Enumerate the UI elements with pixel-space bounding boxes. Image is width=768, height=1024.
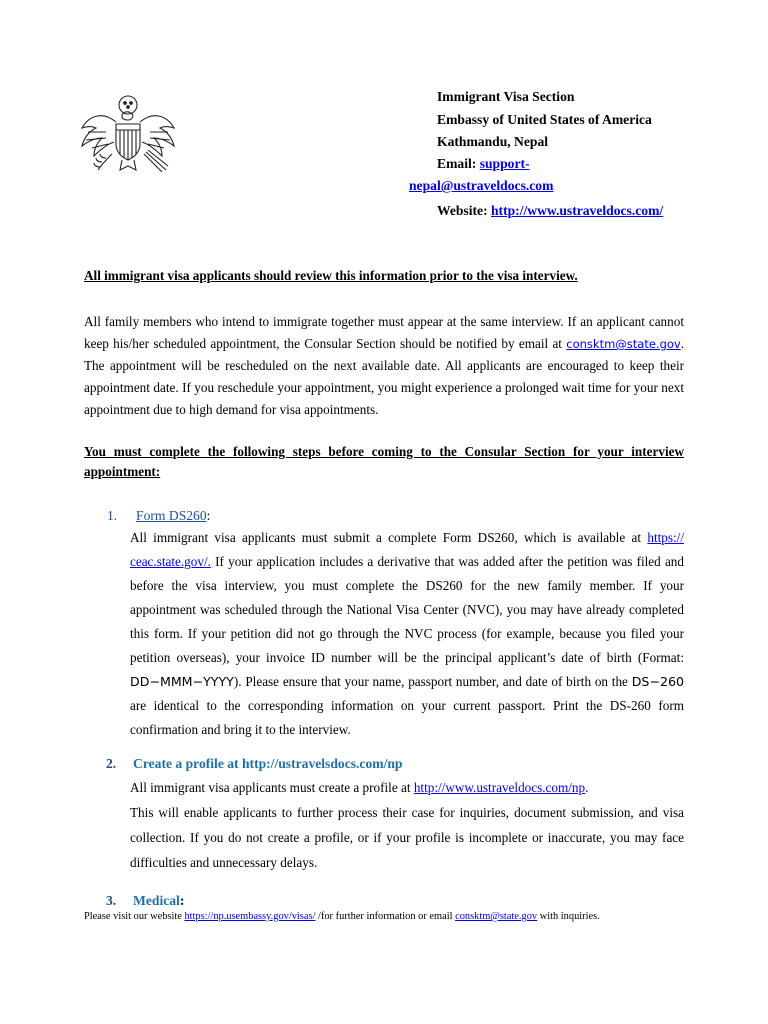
step-1-text-middle: If your application includes a derivative that was added after the petition was filed and before the visa interview, you must complete the DS260 for the new family member. If your appointment was scheduled through the National Visa Center (NVC), you may have already completed this form. If your petition did not go through the NVC process (for example, because you filed your petition overseas), your invoice ID number will be the principal applicant’s date of birth (Format: (130, 554, 684, 665)
header-website-line (437, 203, 663, 219)
step-1-text-middle2: ). Please ensure that your name, passport number, and date of birth on the (233, 674, 628, 689)
footer-email-link[interactable]: consktm@state.gov (455, 911, 538, 922)
step-2-text-before: All immigrant visa applicants must create a profile at (130, 780, 411, 795)
page-footer: Please visit our website https://np.usembassy.gov/visas/ /for further information or email consktm@state.gov with inquiries. (84, 911, 600, 922)
ds260-form-name: DS−260 (631, 674, 684, 689)
step-3-title[interactable]: Medical (133, 893, 180, 908)
header-email-line2 (409, 178, 553, 194)
intro-text-before: All family members who intend to immigrate together must appear at the same interview. If an applicant cannot keep his/her scheduled appointment, the Consular Section should be notified by email at (84, 314, 684, 351)
step-2-title[interactable]: Create a profile at http://ustravelsdocs.com/np (133, 756, 403, 771)
step-1-text-before: All immigrant visa applicants must submit a complete Form DS260, which is available at (130, 530, 642, 545)
step-1-number: 1. (107, 508, 118, 523)
footer-text-after: with inquiries. (539, 911, 600, 922)
step-2-text-after: This will enable applicants to further process their case for inquiries, document submission, and visa collection. If you do not create a profile, or if your profile is incomplete or inaccurate, you may face difficulties and unnecessary delays. (130, 805, 684, 870)
step-2-heading (106, 756, 402, 772)
footer-text-before: Please visit our website (84, 911, 182, 922)
email-label: Email: (437, 156, 477, 171)
website-label: Website: (437, 203, 488, 218)
website-link[interactable]: http://www.ustraveldocs.com/ (491, 203, 664, 218)
steps-heading: You must complete the following steps before coming to the Consular Section for your interview appointment: (84, 444, 684, 479)
footer-text-middle: for further information or email (320, 911, 453, 922)
step-2-number: 2. (106, 756, 117, 771)
ustraveldocs-np-link[interactable]: http://www.ustraveldocs.com/np (413, 780, 586, 795)
step-2-body: All immigrant visa applicants must create a profile at http://www.ustraveldocs.com/np. This will enable applicants to further process their case for inquiries, document submission, and visa collection. If you do not create a profile, or if your profile is incomplete or inaccurate, you may face difficulties and unnecessary delays. (130, 780, 684, 870)
step-3-number: 3. (106, 893, 117, 908)
email-link-part1[interactable]: support- (479, 156, 530, 171)
date-format: DD−MMM−YYYY (130, 674, 234, 689)
step-1-text-after: are identical to the corresponding information on your current passport. Print the DS-260 form confirmation and bring it to the interview. (130, 698, 684, 737)
step-3-colon: : (179, 893, 185, 908)
intro-text-after: . The appointment will be rescheduled on the next available date. All applicants are encouraged to keep their appointment date. If you reschedule your appointment, you might experience a prolonged wait time for your next appointment due to high demand for visa appointments. (84, 336, 685, 417)
header-location: Kathmandu, Nepal (437, 134, 549, 149)
notice-heading: All immigrant visa applicants should review this information prior to the visa interview. (84, 268, 578, 283)
header-section: Immigrant Visa Section (437, 89, 575, 104)
intro-paragraph (84, 311, 684, 421)
footer-website-link[interactable]: https://np.usembassy.gov/visas/ (184, 911, 316, 922)
step-3-heading (106, 893, 184, 909)
step-1-heading (107, 508, 210, 524)
header-embassy: Embassy of United States of America (437, 112, 652, 127)
consular-email-link[interactable]: consktm@state.gov (566, 337, 681, 351)
step-1-body (130, 526, 684, 742)
embassy-seal-logo (76, 92, 180, 180)
header-email-line (437, 156, 530, 172)
ceac-link[interactable]: https:// ceac.state.gov/. (130, 530, 685, 569)
form-ds260-link[interactable]: Form DS260 (136, 508, 207, 523)
email-link-part2[interactable]: nepal@ustraveldocs.com (409, 178, 554, 193)
step-1-colon: : (206, 508, 211, 523)
